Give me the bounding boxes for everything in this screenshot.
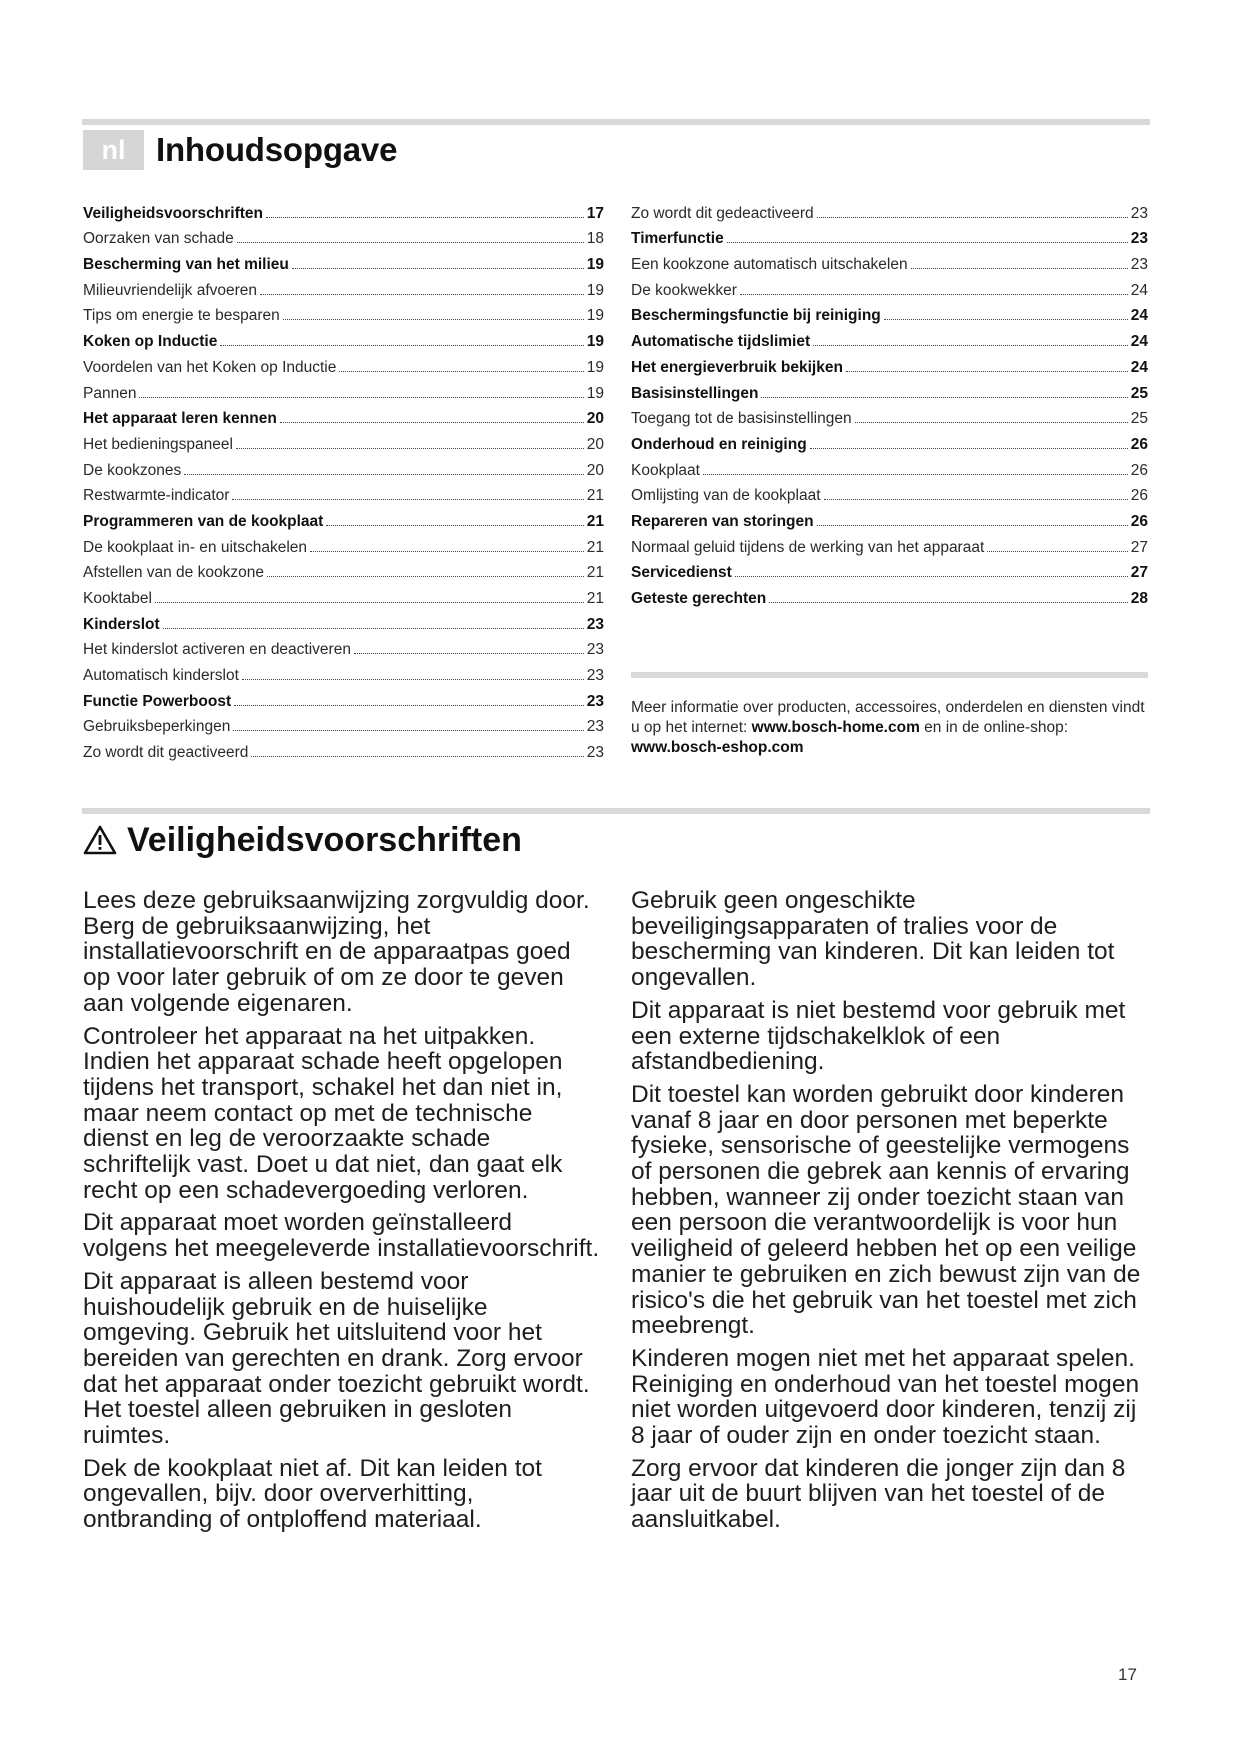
toc-entry-title: Oorzaken van schade: [83, 230, 234, 248]
toc-leader-dots: [727, 242, 1128, 243]
toc-entry[interactable]: [83, 325, 604, 351]
toc-leader-dots: [987, 551, 1127, 552]
toc-entry-page: 21: [586, 512, 604, 530]
toc-entry[interactable]: [83, 274, 604, 300]
toc-leader-dots: [234, 705, 584, 706]
toc-right-column: [631, 197, 1148, 608]
toc-entry[interactable]: [83, 685, 604, 711]
toc-entry-title: Toegang tot de basisinstellingen: [631, 410, 852, 428]
toc-leader-dots: [237, 242, 584, 243]
toc-entry[interactable]: [631, 403, 1148, 429]
toc-entry-title: Pannen: [83, 384, 137, 402]
toc-entry[interactable]: [83, 351, 604, 377]
language-badge: nl: [83, 130, 144, 170]
section-title: Veiligheidsvoorschriften: [127, 820, 522, 859]
toc-entry[interactable]: [83, 608, 604, 634]
toc-entry-page: 24: [1130, 358, 1148, 376]
toc-entry[interactable]: [83, 248, 604, 274]
toc-entry[interactable]: [83, 736, 604, 762]
toc-entry-title: Automatisch kinderslot: [83, 667, 239, 685]
toc-entry-page: 20: [586, 410, 604, 428]
toc-entry[interactable]: [83, 582, 604, 608]
toc-entry[interactable]: [631, 248, 1148, 274]
page-title: Inhoudsopgave: [156, 131, 398, 168]
toc-entry-title: Functie Powerboost: [83, 692, 232, 710]
toc-entry[interactable]: [631, 377, 1148, 403]
toc-entry-page: 20: [586, 435, 604, 453]
info-divider: [631, 672, 1148, 678]
toc-entry-title: Basisinstellingen: [631, 384, 759, 402]
toc-entry-page: 24: [1130, 281, 1148, 299]
toc-entry-page: 20: [586, 461, 604, 479]
toc-entry-title: Restwarmte-indicator: [83, 487, 230, 505]
toc-entry-title: De kookwekker: [631, 281, 737, 299]
toc-leader-dots: [283, 319, 584, 320]
body-paragraph: Dit apparaat is alleen bestemd voor huishoudelijk gebruik en de huiselijke omgeving. Gebruik het uitsluitend voor het bereiden van gerechten en drank. Zorg ervoor dat het apparaat onder toezicht gebruikt wordt. Het toestel alleen gebruiken in gesloten ruimtes.: [83, 1267, 590, 1450]
toc-entry-title: Het apparaat leren kennen: [83, 410, 277, 428]
toc-leader-dots: [232, 499, 583, 500]
toc-entry-page: 23: [586, 718, 604, 736]
toc-entry[interactable]: [83, 505, 604, 531]
body-right-column: [631, 888, 1156, 1540]
toc-entry-page: 19: [586, 256, 604, 274]
toc-entry-page: 19: [586, 384, 604, 402]
toc-entry-page: 26: [1130, 435, 1148, 453]
toc-entry-title: Kooktabel: [83, 590, 152, 607]
toc-entry[interactable]: [83, 480, 604, 506]
body-paragraph: Gebruik geen ongeschikte beveiligingsapparaten of tralies voor de bescherming van kinderen. Dit kan leiden tot ongevallen.: [631, 887, 1115, 992]
toc-entry[interactable]: [631, 505, 1148, 531]
toc-entry-title: Gebruiksbeperkingen: [83, 718, 231, 736]
body-paragraph: Dit apparaat is niet bestemd voor gebruik met een externe tijdschakelklok of een afstandbediening.: [631, 996, 1126, 1076]
toc-entry[interactable]: [631, 480, 1148, 506]
toc-entry-page: 23: [1130, 256, 1148, 274]
body-paragraph: Lees deze gebruiksaanwijzing zorgvuldig door. Berg de gebruiksaanwijzing, het installatievoorschrift en de apparaatpas goed op voor later gebruik of om ze door te geven aan volgende eigenaren.: [83, 887, 590, 1017]
toc-leader-dots: [233, 730, 583, 731]
toc-entry-title: Zo wordt dit geactiveerd: [83, 744, 249, 762]
toc-entry-page: 21: [586, 564, 604, 582]
toc-entry-title: Onderhoud en reiniging: [631, 435, 807, 453]
toc-entry[interactable]: [631, 582, 1148, 608]
body-left-column: [83, 888, 603, 1540]
toc-entry-title: Het bedieningspaneel: [83, 435, 233, 453]
info-text-1: Meer informatie over producten, accessoires, onderdelen en diensten vindt u op het internet:: [631, 699, 1145, 736]
toc-entry-title: Een kookzone automatisch uitschakelen: [631, 256, 908, 274]
top-divider: [82, 119, 1150, 125]
toc-leader-dots: [260, 294, 584, 295]
toc-entry-title: Geteste gerechten: [631, 590, 767, 607]
toc-left-column: [83, 197, 604, 762]
body-paragraph: Dit apparaat moet worden geïnstalleerd volgens het meegeleverde installatievoorschrift.: [83, 1209, 600, 1263]
toc-leader-dots: [236, 448, 584, 449]
toc-leader-dots: [855, 422, 1128, 423]
toc-entry-page: 28: [1130, 590, 1148, 607]
toc-leader-dots: [813, 345, 1128, 346]
toc-leader-dots: [339, 371, 583, 372]
body-paragraph: Kinderen mogen niet met het apparaat spelen. Reiniging en onderhoud van het toestel mogen niet worden uitgevoerd door kinderen, tenzij zij 8 jaar of ouder zijn en onder toezicht staan.: [631, 1344, 1140, 1450]
toc-entry-title: Het kinderslot activeren en deactiveren: [83, 641, 351, 659]
toc-entry[interactable]: [83, 454, 604, 480]
toc-entry[interactable]: [631, 274, 1148, 300]
toc-entry-title: Omlijsting van de kookplaat: [631, 487, 821, 505]
toc-entry-page: 23: [586, 641, 604, 659]
toc-entry-page: 23: [586, 615, 604, 633]
toc-entry-title: Zo wordt dit gedeactiveerd: [631, 204, 814, 222]
toc-entry-title: Normaal geluid tijdens de werking van het apparaat: [631, 538, 985, 556]
page-number: 17: [1118, 1665, 1137, 1684]
toc-entry-page: 21: [586, 538, 604, 556]
toc-entry-page: 19: [586, 333, 604, 351]
toc-entry-title: Koken op Inductie: [83, 333, 218, 351]
toc-entry-title: Automatische tijdslimiet: [631, 333, 811, 351]
toc-leader-dots: [846, 371, 1128, 372]
info-text-2: en in de online-shop:: [919, 719, 1069, 736]
toc-entry-page: 26: [1130, 512, 1148, 530]
toc-entry-page: 23: [1130, 204, 1148, 222]
toc-leader-dots: [242, 679, 584, 680]
body-paragraph: Dit toestel kan worden gebruikt door kinderen vanaf 8 jaar en door personen met beperkte fysieke, sensorische of geestelijke vermogens of personen die gebrek aan kennis of ervaring hebben, wanneer zij onder toezicht staan van een persoon die verantwoordelijk is voor hun veiligheid of geleerd hebben het op een veilige manier te gebruiken en zich bewust zijn van de risico's die het gebruik van het toestel met zich meebrengt.: [631, 1080, 1141, 1340]
toc-entry[interactable]: [83, 300, 604, 326]
toc-entry-page: 19: [586, 281, 604, 299]
toc-entry-page: 26: [1130, 461, 1148, 479]
toc-leader-dots: [155, 602, 584, 603]
toc-entry-page: 19: [586, 358, 604, 376]
toc-entry-title: Kookplaat: [631, 461, 700, 479]
toc-entry[interactable]: [631, 557, 1148, 583]
toc-entry[interactable]: [631, 531, 1148, 557]
toc-entry-title: Tips om energie te besparen: [83, 307, 280, 325]
toc-entry[interactable]: [83, 711, 604, 737]
toc-entry[interactable]: [83, 634, 604, 660]
toc-header: [83, 130, 397, 170]
section-heading: [83, 816, 522, 864]
toc-leader-dots: [884, 319, 1128, 320]
toc-entry[interactable]: [631, 197, 1148, 223]
toc-entry-page: 23: [586, 667, 604, 685]
toc-entry[interactable]: [631, 300, 1148, 326]
toc-entry-page: 23: [586, 692, 604, 710]
toc-entry-title: Bescherming van het milieu: [83, 256, 289, 274]
toc-entry-page: 24: [1130, 307, 1148, 325]
toc-entry[interactable]: [83, 659, 604, 685]
toc-leader-dots: [817, 217, 1128, 218]
toc-entry-title: Servicedienst: [631, 564, 732, 582]
toc-entry-page: 27: [1130, 538, 1148, 556]
toc-entry[interactable]: [631, 428, 1148, 454]
toc-entry-title: Milieuvriendelijk afvoeren: [83, 281, 258, 299]
toc-leader-dots: [184, 474, 584, 475]
toc-leader-dots: [740, 294, 1128, 295]
toc-entry-page: 27: [1130, 564, 1148, 582]
warning-icon: [83, 824, 117, 856]
toc-entry-title: Programmeren van de kookplaat: [83, 512, 324, 530]
toc-entry-title: Beschermingsfunctie bij reiniging: [631, 307, 881, 325]
toc-entry-title: Het energieverbruik bekijken: [631, 358, 843, 376]
toc-entry-title: Afstellen van de kookzone: [83, 564, 264, 582]
toc-entry-title: Timerfunctie: [631, 230, 724, 248]
section-divider: [82, 808, 1150, 814]
toc-entry[interactable]: [83, 428, 604, 454]
toc-entry[interactable]: [83, 531, 604, 557]
toc-entry[interactable]: [83, 403, 604, 429]
toc-entry-page: 24: [1130, 333, 1148, 351]
body-paragraph: Controleer het apparaat na het uitpakken. Indien het apparaat schade heeft opgelopen tijdens het transport, schakel het dan niet in, maar neem contact op met de technische dienst en leg de veroorzaakte schade schriftelijk vast. Doet u dat niet, dan gaat elk recht op een schadevergoeding verloren.: [83, 1022, 563, 1204]
toc-leader-dots: [824, 499, 1128, 500]
toc-leader-dots: [354, 653, 584, 654]
eshop-link[interactable]: www.bosch-eshop.com: [631, 739, 804, 756]
toc-leader-dots: [251, 756, 583, 757]
toc-entry-page: 26: [1130, 487, 1148, 505]
toc-entry-page: 23: [586, 744, 604, 762]
body-paragraph: Dek de kookplaat niet af. Dit kan leiden tot ongevallen, bijv. door oververhitting, ontbranding of ontploffend materiaal.: [83, 1454, 542, 1534]
toc-leader-dots: [266, 217, 584, 218]
toc-entry-page: 25: [1130, 384, 1148, 402]
toc-leader-dots: [310, 551, 584, 552]
toc-entry-title: De kookplaat in- en uitschakelen: [83, 538, 308, 556]
toc-leader-dots: [326, 525, 583, 526]
toc-entry-page: 25: [1130, 410, 1148, 428]
toc-entry-page: 19: [586, 307, 604, 325]
toc-leader-dots: [703, 474, 1128, 475]
body-paragraph: Zorg ervoor dat kinderen die jonger zijn dan 8 jaar uit de buurt blijven van het toestel of de aansluitkabel.: [631, 1454, 1126, 1534]
toc-leader-dots: [292, 268, 584, 269]
toc-leader-dots: [761, 397, 1127, 398]
website-link[interactable]: www.bosch-home.com: [751, 719, 920, 736]
toc-leader-dots: [817, 525, 1128, 526]
toc-entry-page: 18: [586, 230, 604, 248]
toc-entry-page: 17: [586, 204, 604, 222]
toc-entry-title: Kinderslot: [83, 615, 160, 633]
toc-entry-title: Veiligheidsvoorschriften: [83, 204, 264, 222]
toc-entry[interactable]: [83, 557, 604, 583]
toc-entry[interactable]: [83, 223, 604, 249]
toc-entry[interactable]: [631, 223, 1148, 249]
toc-leader-dots: [139, 397, 583, 398]
info-note: [631, 698, 1151, 758]
toc-entry-title: De kookzones: [83, 461, 182, 479]
toc-entry-title: Repareren van storingen: [631, 512, 814, 530]
toc-leader-dots: [810, 448, 1128, 449]
toc-leader-dots: [220, 345, 583, 346]
toc-entry[interactable]: [83, 197, 604, 223]
toc-leader-dots: [163, 628, 584, 629]
toc-entry-page: 21: [586, 487, 604, 505]
toc-entry-page: 23: [1130, 230, 1148, 248]
toc-leader-dots: [267, 576, 584, 577]
toc-entry[interactable]: [631, 351, 1148, 377]
toc-leader-dots: [911, 268, 1128, 269]
toc-leader-dots: [280, 422, 584, 423]
toc-entry[interactable]: [631, 325, 1148, 351]
toc-entry-page: 21: [586, 590, 604, 607]
toc-entry[interactable]: [631, 454, 1148, 480]
toc-leader-dots: [735, 576, 1128, 577]
toc-entry[interactable]: [83, 377, 604, 403]
toc-entry-title: Voordelen van het Koken op Inductie: [83, 358, 337, 376]
toc-leader-dots: [769, 602, 1128, 603]
